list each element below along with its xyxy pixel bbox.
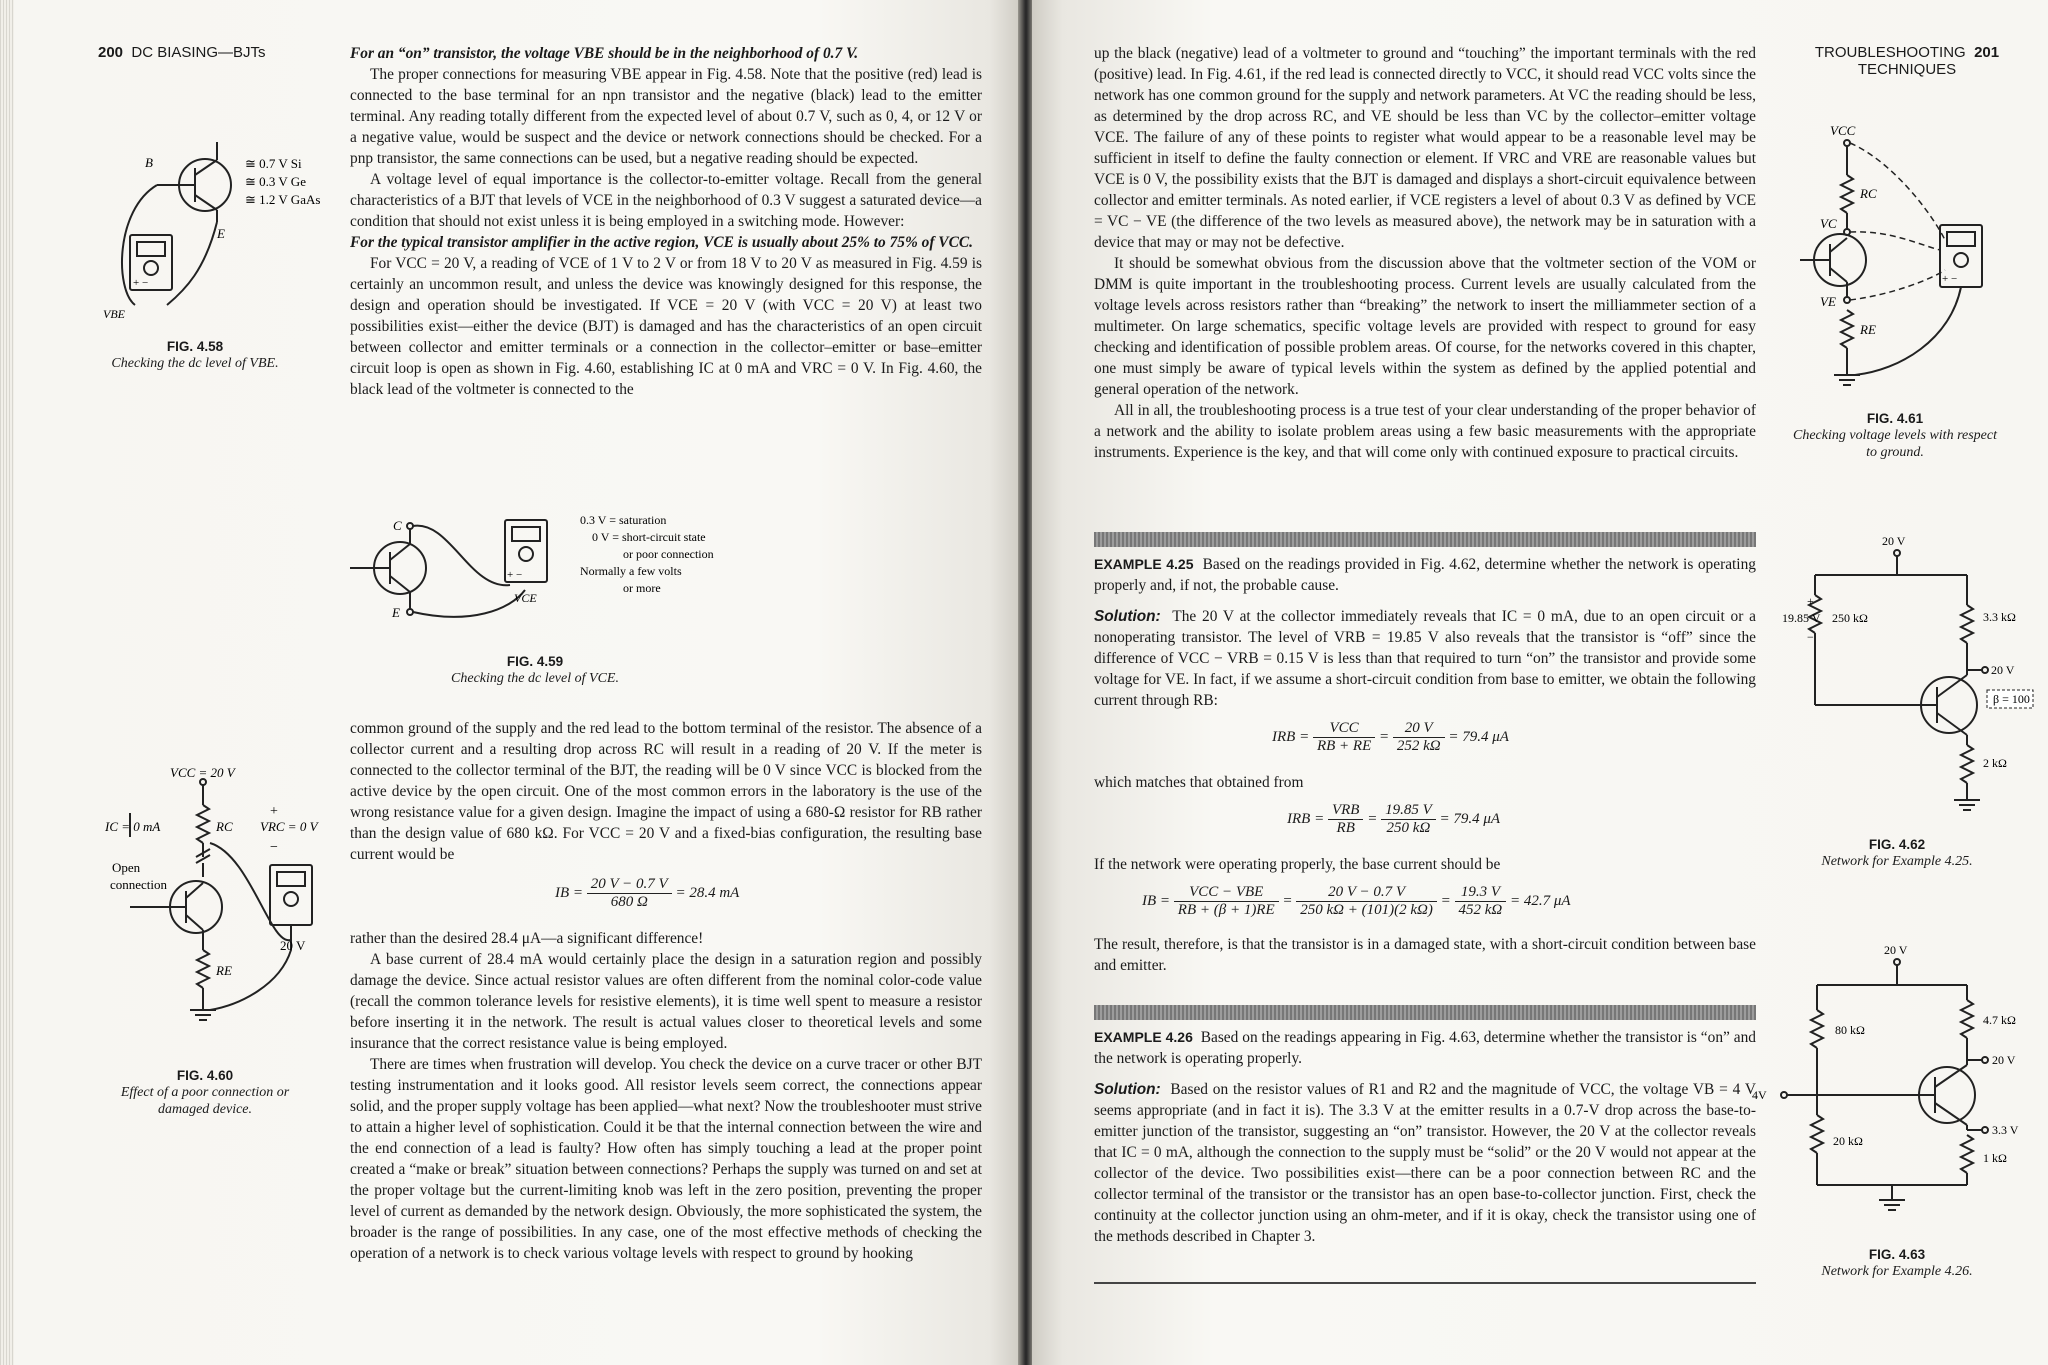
eq2-frac1 xyxy=(1328,802,1364,837)
para-base-current: A base current of 28.4 mA would certainly place the design in a saturation region and possibly damage the device. Since actual resistor values are often different from the nominal color-code value (recall the common tolerance levels for resistive elements), it is time well spent to measure a resistor before inserting it in the network. The result is actual values closer to theoretical levels and some insurance that the correct resistance value is being employed. xyxy=(350,951,982,1052)
fig459-c: C xyxy=(393,518,402,533)
fig-4-61-number: FIG. 4.61 xyxy=(1866,411,1924,426)
fig-4-60-caption xyxy=(100,1067,310,1118)
example-4-25 xyxy=(1094,554,1756,711)
fig462-minus: − xyxy=(1807,630,1814,644)
fig-4-60-desc2: damaged device. xyxy=(157,1102,253,1117)
eq3-d2: 250 kΩ + (101)(2 kΩ) xyxy=(1300,902,1433,918)
fig462-plus: + xyxy=(1807,594,1814,608)
example-4-26-bar xyxy=(1094,1005,1756,1020)
fig459-plus-minus: + − xyxy=(507,569,523,581)
ex425-result-line: The result, therefore, is that the transistor is in a damaged state, with a short-circuit condition between base and emitter. xyxy=(1094,936,1756,974)
eq1-d1: RB + RE xyxy=(1316,738,1372,754)
fig460-vcc: VCC = 20 V xyxy=(170,765,235,780)
eq-irb-1 xyxy=(1272,720,1509,755)
para-common-ground: common ground of the supply and the red lead to the bottom terminal of the resistor. The absence of a collector current and a resulting drop across RC will result in a reading of 20 V. If the meter is connected to the collector terminal of the BJT, the reading will be 0 V since VCC is blocked from the active device by the open circuit. One of the most common errors in the laboratory is the use of the wrong resistance value for a given design. Imagine the impact of using a 680-Ω resistor for RB rather than the design value of 680 kΩ. For VCC = 20 V and a fixed-bias configuration, the resulting base current would be xyxy=(350,720,982,863)
example-4-25-solution-text: The 20 V at the collector immediately reveals that IC = 0 mA, due to an open circuit or a nonoperating transistor. The level of VRB = 19.85 V also reveals that the transistor is “off” since the difference of VCC − VRB = 0.15 V is less than that required to turn “on” the transistor and provide some voltage for VE. In fact, if we assume a short-circuit condition from base to emitter, we obtain the following current through RB: xyxy=(1094,608,1756,709)
fig458-si: ≅ 0.7 V Si xyxy=(245,156,302,171)
example-4-26-solution-label: Solution: xyxy=(1094,1081,1161,1098)
fig461-re: RE xyxy=(1860,322,1876,337)
fig459-vce: VCE xyxy=(514,591,537,605)
fig460-minus: − xyxy=(270,840,278,855)
left-text-bottom xyxy=(350,928,982,1264)
fig-4-59-number: FIG. 4.59 xyxy=(506,654,564,669)
eq3-lhs: IB = xyxy=(1142,892,1171,909)
example-4-25-solution-label: Solution: xyxy=(1094,608,1161,625)
fig463-r20: 20 kΩ xyxy=(1833,1134,1863,1148)
matches-line: which matches that obtained from xyxy=(1094,774,1304,791)
eq3-d3: 452 kΩ xyxy=(1458,902,1503,918)
eq3-frac3 xyxy=(1455,884,1507,919)
right-chapter-title-2: TECHNIQUES xyxy=(1857,61,1957,78)
right-chapter-title-1: TROUBLESHOOTING xyxy=(1814,44,1966,61)
eq2-d2: 250 kΩ xyxy=(1386,820,1431,836)
fig-4-61-desc1: Checking voltage levels with respect xyxy=(1793,428,1997,443)
fig463-r80: 80 kΩ xyxy=(1835,1023,1865,1037)
eq-irb-2 xyxy=(1287,802,1500,837)
eq1-n2: 20 V xyxy=(1393,720,1445,738)
fig-4-60-diagram xyxy=(100,765,340,1050)
fig461-vcc: VCC xyxy=(1830,123,1856,138)
fig-4-62-caption xyxy=(1772,836,2022,870)
fig458-ge: ≅ 0.3 V Ge xyxy=(245,174,306,189)
if-proper-line: If the network were operating properly, the base current should be xyxy=(1094,856,1501,873)
example-4-25-solution xyxy=(1094,606,1756,711)
left-page xyxy=(0,0,1020,1365)
fig460-connection: connection xyxy=(110,877,168,892)
fig462-r33: 3.3 kΩ xyxy=(1983,610,2016,624)
fig-4-61-diagram xyxy=(1780,120,2020,400)
example-4-26-statement xyxy=(1094,1027,1756,1069)
para-voltmeter: It should be somewhat obvious from the discussion above that the voltmeter section of the VOM or DMM is quite important in the troubleshooting process. Current levels are usually calculated from the voltage levels across resistors rather than “breaking” the network to insert the milliammeter section of a multimeter. On large schematics, specific voltage levels are provided with respect to ground for easy checking and identification of possible problem areas. Of course, for the networks covered in this chapter, one must simply be aware of typical levels within the system as defined by the applied potential and general operation of the network. xyxy=(1094,255,1756,398)
eq2-n2: 19.85 V xyxy=(1381,802,1436,820)
fig458-b-label: B xyxy=(145,155,153,170)
fig463-20v-top: 20 V xyxy=(1884,943,1908,957)
fig459-e: E xyxy=(392,605,400,620)
fig460-re: RE xyxy=(216,963,232,978)
fig462-vc20: 20 V xyxy=(1991,663,2015,677)
fig460-rc: RC xyxy=(216,819,233,834)
eq1-d2: 252 kΩ xyxy=(1396,738,1441,754)
para-vce-importance: A voltage level of equal importance is the collector-to-emitter voltage. Recall from the general characteristics of a BJT that levels of VCE in the neighborhood of 0.3 V suggest a saturated device—a condition that should not exist unless it is being employed in a switching mode. However: xyxy=(350,171,982,230)
left-text-middle xyxy=(350,718,982,865)
eq-ib-lhs: IB = xyxy=(555,884,584,901)
left-chapter-title: DC BIASING—BJTs xyxy=(131,44,266,61)
fig463-r47: 4.7 kΩ xyxy=(1983,1013,2016,1027)
fig463-4v: 4V xyxy=(1752,1088,1767,1102)
fig462-beta: β = 100 xyxy=(1993,692,2030,706)
fig-4-59-diagram xyxy=(340,510,740,625)
left-text-top xyxy=(350,43,982,400)
example-4-25-label: EXAMPLE 4.25 xyxy=(1094,556,1194,572)
eq3-n1: VCC − VBE xyxy=(1174,884,1279,902)
fig-4-63-caption xyxy=(1772,1246,2022,1280)
fig462-r250: 250 kΩ xyxy=(1832,611,1868,625)
left-running-head xyxy=(98,44,266,61)
eq2-eq: = xyxy=(1367,810,1378,827)
eq3-res: = 42.7 μA xyxy=(1510,892,1571,909)
fig459-note2: 0 V = short-circuit state xyxy=(592,530,706,544)
eq1-frac2 xyxy=(1393,720,1445,755)
fig459-note4: Normally a few volts xyxy=(580,564,682,578)
fig460-vrc: VRC = 0 V xyxy=(260,819,318,834)
fig461-ve: VE xyxy=(1820,294,1836,309)
eq1-n1: VCC xyxy=(1313,720,1375,738)
fig459-note1: 0.3 V = saturation xyxy=(580,513,667,527)
fig-4-62-number: FIG. 4.62 xyxy=(1868,837,1926,852)
fig458-gaas: ≅ 1.2 V GaAs xyxy=(245,192,321,207)
fig-4-62-diagram xyxy=(1737,535,2037,825)
fig-4-62-desc: Network for Example 4.25. xyxy=(1821,854,1973,869)
eq2-n1: VRB xyxy=(1328,802,1364,820)
right-page xyxy=(1032,0,2048,1365)
eq-ib-num: 20 V − 0.7 V xyxy=(587,876,672,894)
fig-4-63-diagram xyxy=(1747,940,2037,1240)
example-4-25-bar xyxy=(1094,532,1756,547)
eq1-lhs: IRB = xyxy=(1272,728,1310,745)
rule-vce: For the typical transistor amplifier in the active region, VCE is usually about 25% to 75% of VCC. xyxy=(350,234,973,251)
example-4-26-solution xyxy=(1094,1079,1756,1247)
fig462-r2: 2 kΩ xyxy=(1983,756,2007,770)
fig458-e-label: E xyxy=(217,226,225,241)
fig460-open: Open xyxy=(112,860,141,875)
fig460-ic: IC = 0 mA xyxy=(105,819,161,834)
eq1-res: = 79.4 μA xyxy=(1448,728,1509,745)
eq2-res: = 79.4 μA xyxy=(1439,810,1501,827)
eq3-n2: 20 V − 0.7 V xyxy=(1296,884,1437,902)
page-edge xyxy=(0,0,14,1365)
example-4-26-text: Based on the readings appearing in Fig. 4.63, determine whether the transistor is “on” and the network is operating properly. xyxy=(1094,1029,1756,1067)
fig458-vbe: VBE xyxy=(103,307,125,321)
fig-4-63-number: FIG. 4.63 xyxy=(1868,1247,1926,1262)
right-text-top xyxy=(1094,43,1756,463)
ex425-result-text xyxy=(1094,934,1756,976)
eq2-d1: RB xyxy=(1336,820,1355,836)
matches-text xyxy=(1094,772,1756,793)
eq3-frac2 xyxy=(1296,884,1437,919)
eq-ib-proper xyxy=(1142,884,1571,919)
fig462-1985v: 19.85 V xyxy=(1782,611,1821,625)
eq3-eq: = xyxy=(1282,892,1293,909)
para-all-in-all: All in all, the troubleshooting process is a true test of your clear understanding of the proper behavior of a network and the ability to isolate problem areas using a few basic measurements with the appropriate instruments. Experience is the key, and that will come only with continued exposure to practical circuits. xyxy=(1094,402,1756,461)
if-proper-text xyxy=(1094,854,1756,875)
example-4-26-label: EXAMPLE 4.26 xyxy=(1094,1029,1193,1045)
left-page-number: 200 xyxy=(98,44,124,61)
eq3-frac1 xyxy=(1174,884,1279,919)
eq-ib-680 xyxy=(555,876,739,911)
fig-4-58-diagram xyxy=(95,140,355,335)
fig-4-60-number: FIG. 4.60 xyxy=(176,1068,234,1083)
fig-4-61-desc2: to ground. xyxy=(1866,445,1924,460)
right-running-head xyxy=(1787,44,2027,78)
para-hooking: up the black (negative) lead of a voltmeter to ground and “touching” the important terminals with the red (positive) lead. In Fig. 4.61, if the red lead is connected directly to VCC, it should read VCC volts since the network has one common ground for the supply and network parameters. At VC the reading should be less, as determined by the drop across RC, and VE should be less than VC by the collector–emitter voltage VCE. The failure of any of these points to register what would appear to be a reasonable level may be sufficient in itself to define the faulty connection or element. If VRC and VRE are reasonable values but VCE is 0 V, the possibility exists that the BJT is damaged and displays a short-circuit equivalence between collector and emitter terminals. As noted earlier, if VCE registers a level of about 0.3 V as defined by VCE = VC − VE (the difference of the two levels as measured above), the network may be in saturation with a device that may or may not be defective. xyxy=(1094,45,1756,251)
example-4-26 xyxy=(1094,1027,1756,1247)
fig460-20v: 20 V xyxy=(280,938,306,953)
eq-ib-res: = 28.4 mA xyxy=(675,884,740,901)
fig-4-58-caption xyxy=(90,338,300,372)
fig463-vc20: 20 V xyxy=(1992,1053,2016,1067)
fig463-r1: 1 kΩ xyxy=(1983,1151,2007,1165)
example-end-rule xyxy=(1094,1282,1756,1284)
fig459-note5: or more xyxy=(623,581,661,595)
fig-4-59-desc: Checking the dc level of VCE. xyxy=(451,671,619,686)
eq-ib-fraction xyxy=(587,876,672,911)
right-page-number: 201 xyxy=(1974,44,2000,61)
rule-vbe: For an “on” transistor, the voltage VBE should be in the neighborhood of 0.7 V. xyxy=(350,45,859,62)
example-4-26-solution-text: Based on the resistor values of R1 and R2 and the magnitude of VCC, the voltage VB = 4 V seems appropriate (and in fact it is). The 3.3 V at the emitter results in a 0.7-V drop across the base-to-emitter junction of the transistor, suggesting an “on” transistor. However, the 20 V at the collector reveals that IC = 0 mA, although the connection to the supply must be “solid” or the 20 V would not appear at the collector of the device. Two possibilities exist—there can be a poor connection between RC and the collector terminal of the transistor or the transistor has an open base-to-collector junction. First, check the continuity at the collector junction using an ohm-meter, and if it is okay, check the transistor using one of the methods described in Chapter 3. xyxy=(1094,1081,1756,1245)
para-frustration: There are times when frustration will develop. You check the device on a curve tracer or other BJT testing instrumentation and it looks good. All resistor levels seem correct, the connections appear solid, and the proper supply voltage has been applied—what next? Now the troubleshooter must strive to attain a higher level of sophistication. Could it be that the internal connection between the wire and the end connection of a lead is faulty? How often has simply touching a lead at the proper point created a “make or break” situation between connections? Perhaps the supply was turned on and set at the proper voltage but the current-limiting knob was left in the zero position, preventing the proper level of current as demanded by the network design. Obviously, the more sophisticated the system, the broader is the range of possibilities. In any case, one of the most effective methods of checking the operation of a network is to check various voltage levels with respect to ground by hooking xyxy=(350,1056,982,1262)
fig-4-58-desc: Checking the dc level of VBE. xyxy=(111,356,279,371)
eq3-n3: 19.3 V xyxy=(1455,884,1507,902)
eq2-frac2 xyxy=(1381,802,1436,837)
fig461-rc: RC xyxy=(1860,186,1877,201)
fig-4-59-caption xyxy=(420,653,650,687)
eq3-eq2: = xyxy=(1440,892,1451,909)
fig-4-60-desc1: Effect of a poor connection or xyxy=(120,1085,290,1100)
para-vbe-connections: The proper connections for measuring VBE appear in Fig. 4.58. Note that the positive (red) lead is connected to the base terminal for an npn transistor and the negative (black) lead to the emitter terminal. Any reading totally different from the expected level of about 0.7 V, such as 0, 4, or 12 V or a negative value, would be suspect and the device or network connections should be checked. For a pnp transistor, the same connections can be used, but a negative reading should be expected. xyxy=(350,66,982,167)
eq3-d1: RB + (β + 1)RE xyxy=(1177,902,1275,918)
eq1-frac1 xyxy=(1313,720,1375,755)
fig459-note3: or poor connection xyxy=(623,547,714,561)
fig-4-63-desc: Network for Example 4.26. xyxy=(1821,1264,1973,1279)
eq1-eq: = xyxy=(1378,728,1390,745)
example-4-25-statement xyxy=(1094,554,1756,596)
eq-ib-den: 680 Ω xyxy=(610,894,648,910)
fig458-plus-minus: + − xyxy=(133,277,149,289)
fig461-plus-minus: + − xyxy=(1942,273,1958,285)
fig461-vc: VC xyxy=(1820,216,1837,231)
fig462-20v-top: 20 V xyxy=(1882,535,1906,548)
para-significant: rather than the desired 28.4 μA—a significant difference! xyxy=(350,930,704,947)
eq2-lhs: IRB = xyxy=(1287,810,1325,827)
fig-4-61-caption xyxy=(1770,410,2020,461)
fig460-plus: + xyxy=(270,804,278,819)
example-4-25-text: Based on the readings provided in Fig. 4.62, determine whether the network is operating properly and, if not, the probable cause. xyxy=(1094,556,1756,594)
para-vcc-20v: For VCC = 20 V, a reading of VCE of 1 V to 2 V or from 18 V to 20 V as measured in Fig. 4.59 is certainly an uncommon result, and unless the device was knowingly designed for this response, the design and operation should be investigated. If VCE = 20 V (with VCC = 20 V) at least two possibilities exist—either the device (BJT) is damaged and has the characteristics of an open circuit between collector and emitter terminals or a connection in the collector–emitter or base–emitter circuit loop is open as shown in Fig. 4.60, establishing IC at 0 mA and VRC = 0 V. In Fig. 4.60, the black lead of the voltmeter is connected to the xyxy=(350,255,982,398)
fig-4-58-number: FIG. 4.58 xyxy=(166,339,224,354)
fig463-33v: 3.3 V xyxy=(1992,1123,2019,1137)
